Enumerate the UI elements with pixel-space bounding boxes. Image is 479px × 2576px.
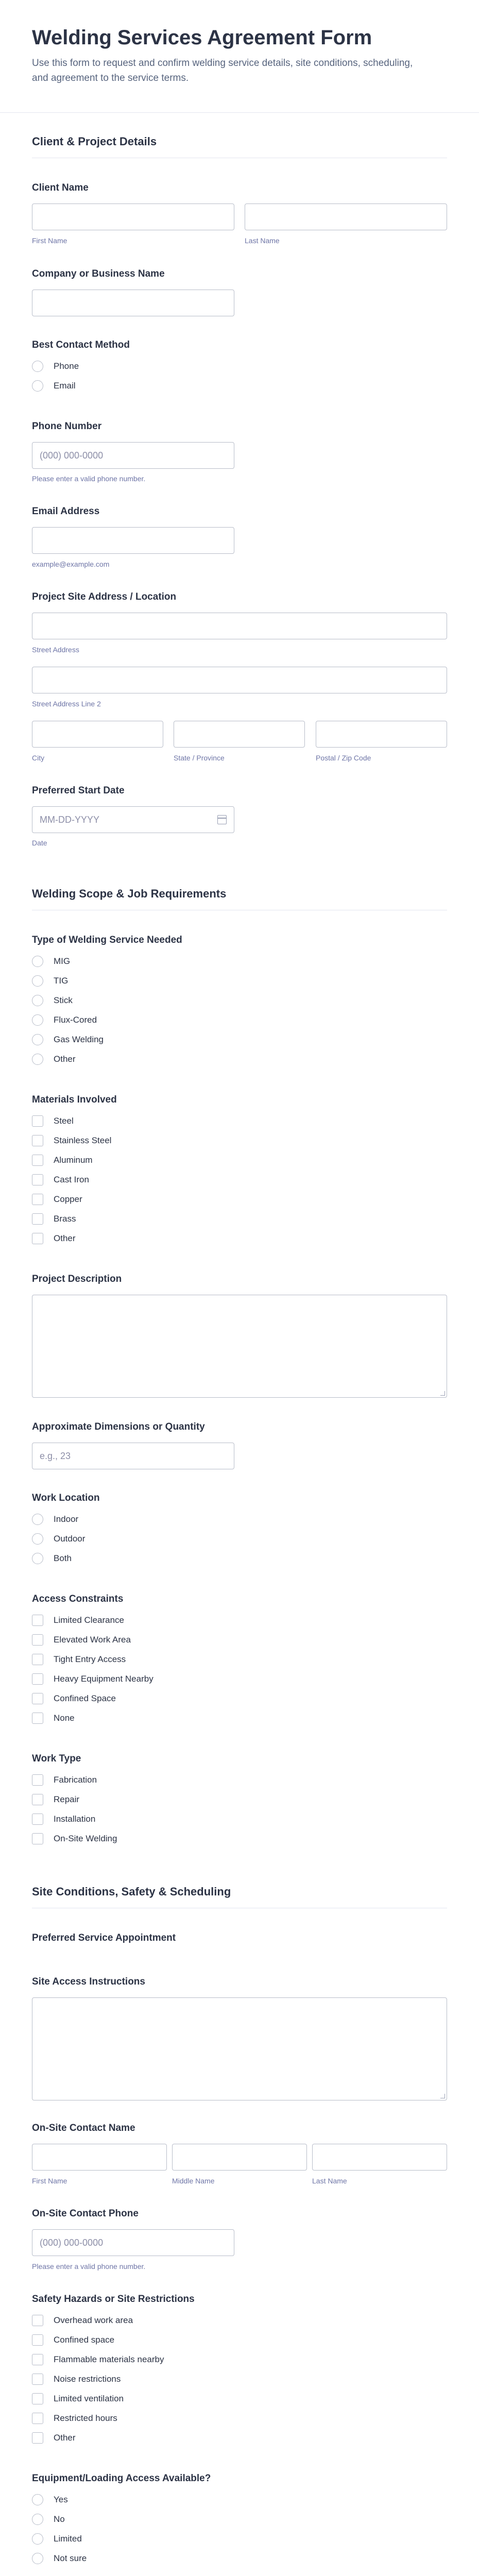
work-type-option[interactable] — [32, 1812, 95, 1826]
onsite-phone-hint: Please enter a valid phone number. — [32, 2262, 146, 2270]
onsite-contact-label: On-Site Contact Name — [32, 2123, 135, 2133]
equipment-option[interactable] — [32, 2532, 82, 2546]
radio-button[interactable] — [32, 2494, 43, 2505]
option-label: Copper — [54, 1194, 82, 1204]
onsite-first-name-sublabel: First Name — [32, 2177, 67, 2185]
access-option[interactable] — [32, 1691, 116, 1706]
work-type-label: Work Type — [32, 1753, 81, 1764]
onsite-phone-input[interactable] — [32, 2229, 234, 2256]
radio-button[interactable] — [32, 1533, 43, 1545]
option-label: Gas Welding — [54, 1035, 104, 1044]
zip-sublabel: Postal / Zip Code — [316, 754, 371, 762]
checkbox[interactable] — [32, 1155, 43, 1166]
service-type-option[interactable] — [32, 954, 70, 969]
option-label: Restricted hours — [54, 2413, 117, 2423]
description-textarea[interactable] — [32, 1295, 447, 1398]
option-label: TIG — [54, 976, 69, 986]
option-label: Overhead work area — [54, 2315, 133, 2325]
option-label: Flux-Cored — [54, 1015, 97, 1025]
work-type-option[interactable] — [32, 1832, 117, 1846]
checkbox[interactable] — [32, 1115, 43, 1127]
option-label: Both — [54, 1553, 72, 1563]
materials-option[interactable] — [32, 1231, 76, 1246]
access-option[interactable] — [32, 1633, 131, 1647]
section-title-scope: Welding Scope & Job Requirements — [32, 887, 227, 900]
materials-option[interactable] — [32, 1192, 82, 1207]
work-location-option[interactable] — [32, 1532, 85, 1546]
checkbox[interactable] — [32, 1794, 43, 1805]
radio-button[interactable] — [32, 380, 43, 392]
checkbox[interactable] — [32, 1693, 43, 1704]
equipment-option[interactable] — [32, 2512, 65, 2527]
onsite-last-name-sublabel: Last Name — [312, 2177, 347, 2185]
access-option[interactable] — [32, 1672, 153, 1686]
form-header — [0, 0, 479, 113]
checkbox[interactable] — [32, 1654, 43, 1665]
radio-button[interactable] — [32, 995, 43, 1006]
onsite-last-name-input[interactable] — [312, 2144, 447, 2171]
checkbox[interactable] — [32, 1174, 43, 1185]
radio-button[interactable] — [32, 1553, 43, 1564]
phone-input[interactable] — [32, 442, 234, 469]
service-type-label: Type of Welding Service Needed — [32, 935, 182, 945]
calendar-icon[interactable] — [217, 815, 227, 824]
materials-option[interactable] — [32, 1173, 89, 1187]
checkbox[interactable] — [32, 1194, 43, 1205]
form-description: Use this form to request and confirm welding service details, site conditions, scheduling, and agreement to the service terms. — [32, 58, 413, 84]
city-sublabel: City — [32, 754, 45, 762]
access-option[interactable] — [32, 1711, 75, 1725]
city-input[interactable] — [32, 721, 163, 748]
option-label: MIG — [54, 956, 71, 966]
option-label: Other — [54, 1233, 76, 1243]
start-date-input[interactable] — [32, 806, 234, 833]
email-label: Email Address — [32, 506, 100, 517]
contact-method-option[interactable] — [32, 359, 79, 374]
service-type-option[interactable] — [32, 1052, 76, 1066]
checkbox[interactable] — [32, 2393, 43, 2404]
option-label: Other — [54, 1054, 76, 1064]
section-title-client: Client & Project Details — [32, 135, 157, 148]
client-last-name-sublabel: Last Name — [245, 236, 280, 245]
checkbox[interactable] — [32, 1814, 43, 1825]
state-input[interactable] — [174, 721, 305, 748]
onsite-middle-name-sublabel: Middle Name — [172, 2177, 215, 2185]
option-label: Fabrication — [54, 1775, 97, 1785]
appointment-label: Preferred Service Appointment — [32, 1933, 176, 1943]
checkbox[interactable] — [32, 2334, 43, 2346]
form-title: Welding Services Agreement Form — [32, 26, 372, 49]
service-type-option[interactable] — [32, 1032, 104, 1047]
work-location-option[interactable] — [32, 1512, 78, 1527]
checkbox[interactable] — [32, 1634, 43, 1646]
hazards-option[interactable] — [32, 2372, 121, 2386]
radio-button[interactable] — [32, 2553, 43, 2564]
radio-button[interactable] — [32, 956, 43, 967]
client-last-name-input[interactable] — [245, 204, 447, 230]
option-label: Tight Entry Access — [54, 1654, 126, 1664]
street-address-2-input[interactable] — [32, 667, 447, 693]
hazards-option[interactable] — [32, 2431, 76, 2445]
radio-button[interactable] — [32, 1514, 43, 1525]
option-label: Repair — [54, 1794, 80, 1804]
service-type-option[interactable] — [32, 1013, 97, 1027]
radio-button[interactable] — [32, 975, 43, 987]
checkbox[interactable] — [32, 1713, 43, 1724]
hazards-option[interactable] — [32, 2333, 114, 2347]
hazards-option[interactable] — [32, 2313, 133, 2328]
company-input[interactable] — [32, 290, 234, 316]
radio-button[interactable] — [32, 2514, 43, 2525]
phone-label: Phone Number — [32, 421, 102, 432]
dimensions-input[interactable] — [32, 1443, 234, 1469]
radio-button[interactable] — [32, 2533, 43, 2545]
address-label: Project Site Address / Location — [32, 591, 177, 602]
start-date-sublabel: Date — [32, 839, 47, 847]
option-label: Limited ventilation — [54, 2394, 124, 2403]
checkbox[interactable] — [32, 1233, 43, 1244]
materials-label: Materials Involved — [32, 1094, 117, 1105]
checkbox[interactable] — [32, 1615, 43, 1626]
access-option[interactable] — [32, 1652, 126, 1667]
option-label: Phone — [54, 361, 79, 371]
option-label: Limited — [54, 2534, 82, 2544]
contact-method-label: Best Contact Method — [32, 340, 130, 350]
company-label: Company or Business Name — [32, 268, 165, 279]
option-label: Elevated Work Area — [54, 1635, 131, 1645]
option-label: No — [54, 2514, 65, 2524]
zip-input[interactable] — [316, 721, 447, 748]
checkbox[interactable] — [32, 2413, 43, 2424]
street-address-sublabel: Street Address — [32, 646, 79, 654]
access-option[interactable] — [32, 1613, 124, 1628]
work-location-label: Work Location — [32, 1493, 100, 1503]
option-label: Not sure — [54, 2553, 87, 2563]
option-label: Noise restrictions — [54, 2374, 121, 2384]
hazards-label: Safety Hazards or Site Restrictions — [32, 2294, 195, 2304]
option-label: Steel — [54, 1116, 74, 1126]
option-label: Stick — [54, 995, 73, 1005]
checkbox[interactable] — [32, 1213, 43, 1225]
option-label: Installation — [54, 1814, 96, 1824]
materials-option[interactable] — [32, 1153, 93, 1167]
onsite-phone-label: On-Site Contact Phone — [32, 2208, 139, 2219]
checkbox[interactable] — [32, 1774, 43, 1786]
equipment-option[interactable] — [32, 2493, 68, 2507]
work-type-option[interactable] — [32, 1792, 79, 1807]
radio-button[interactable] — [32, 1034, 43, 1045]
option-label: Brass — [54, 1214, 76, 1224]
option-label: Confined Space — [54, 1693, 116, 1703]
client-first-name-input[interactable] — [32, 204, 234, 230]
option-label: Limited Clearance — [54, 1615, 125, 1625]
materials-option[interactable] — [32, 1133, 111, 1148]
equipment-option[interactable] — [32, 2551, 87, 2566]
street-address-input[interactable] — [32, 613, 447, 639]
radio-button[interactable] — [32, 1054, 43, 1065]
client-name-label: Client Name — [32, 182, 89, 193]
option-label: Outdoor — [54, 1534, 85, 1544]
materials-option[interactable] — [32, 1114, 74, 1128]
work-location-option[interactable] — [32, 1551, 72, 1566]
checkbox[interactable] — [32, 1135, 43, 1146]
phone-placeholder: (000) 000-0000 — [40, 2237, 104, 2248]
start-date-label: Preferred Start Date — [32, 785, 125, 796]
option-label: Email — [54, 381, 76, 391]
option-label: None — [54, 1713, 75, 1723]
option-label: On-Site Welding — [54, 1834, 117, 1843]
access-label: Access Constraints — [32, 1594, 124, 1604]
description-label: Project Description — [32, 1274, 122, 1284]
state-sublabel: State / Province — [174, 754, 225, 762]
section-title-site: Site Conditions, Safety & Scheduling — [32, 1885, 231, 1898]
hazards-option[interactable] — [32, 2392, 124, 2406]
hazards-option[interactable] — [32, 2411, 117, 2426]
dimensions-label: Approximate Dimensions or Quantity — [32, 1421, 205, 1432]
onsite-middle-name-input[interactable] — [172, 2144, 307, 2171]
onsite-first-name-input[interactable] — [32, 2144, 167, 2171]
equipment-label: Equipment/Loading Access Available? — [32, 2473, 211, 2484]
radio-button[interactable] — [32, 1014, 43, 1026]
option-label: Cast Iron — [54, 1175, 89, 1184]
checkbox[interactable] — [32, 2374, 43, 2385]
street-address-2-sublabel: Street Address Line 2 — [32, 700, 101, 708]
option-label: Indoor — [54, 1514, 79, 1524]
work-type-option[interactable] — [32, 1773, 97, 1787]
checkbox[interactable] — [32, 2315, 43, 2326]
checkbox[interactable] — [32, 2432, 43, 2444]
contact-method-option[interactable] — [32, 379, 76, 393]
date-placeholder: MM-DD-YYYY — [40, 814, 99, 825]
checkbox[interactable] — [32, 1833, 43, 1844]
phone-hint: Please enter a valid phone number. — [32, 474, 146, 483]
checkbox[interactable] — [32, 1673, 43, 1685]
hazards-option[interactable] — [32, 2352, 164, 2367]
phone-placeholder: (000) 000-0000 — [40, 450, 104, 461]
option-label: Confined space — [54, 2335, 115, 2345]
service-type-option[interactable] — [32, 974, 68, 988]
option-label: Stainless Steel — [54, 1136, 112, 1145]
option-label: Flammable materials nearby — [54, 2354, 164, 2364]
site-access-label: Site Access Instructions — [32, 1976, 145, 1987]
email-hint: example@example.com — [32, 560, 110, 568]
option-label: Other — [54, 2433, 76, 2443]
client-first-name-sublabel: First Name — [32, 236, 67, 245]
option-label: Yes — [54, 2495, 68, 2504]
site-access-textarea[interactable] — [32, 1997, 447, 2100]
service-type-option[interactable] — [32, 993, 73, 1008]
option-label: Aluminum — [54, 1155, 93, 1165]
dimensions-placeholder: e.g., 23 — [40, 1450, 71, 1461]
radio-button[interactable] — [32, 361, 43, 372]
checkbox[interactable] — [32, 2354, 43, 2365]
option-label: Heavy Equipment Nearby — [54, 1674, 153, 1684]
email-input[interactable] — [32, 527, 234, 554]
materials-option[interactable] — [32, 1212, 76, 1226]
